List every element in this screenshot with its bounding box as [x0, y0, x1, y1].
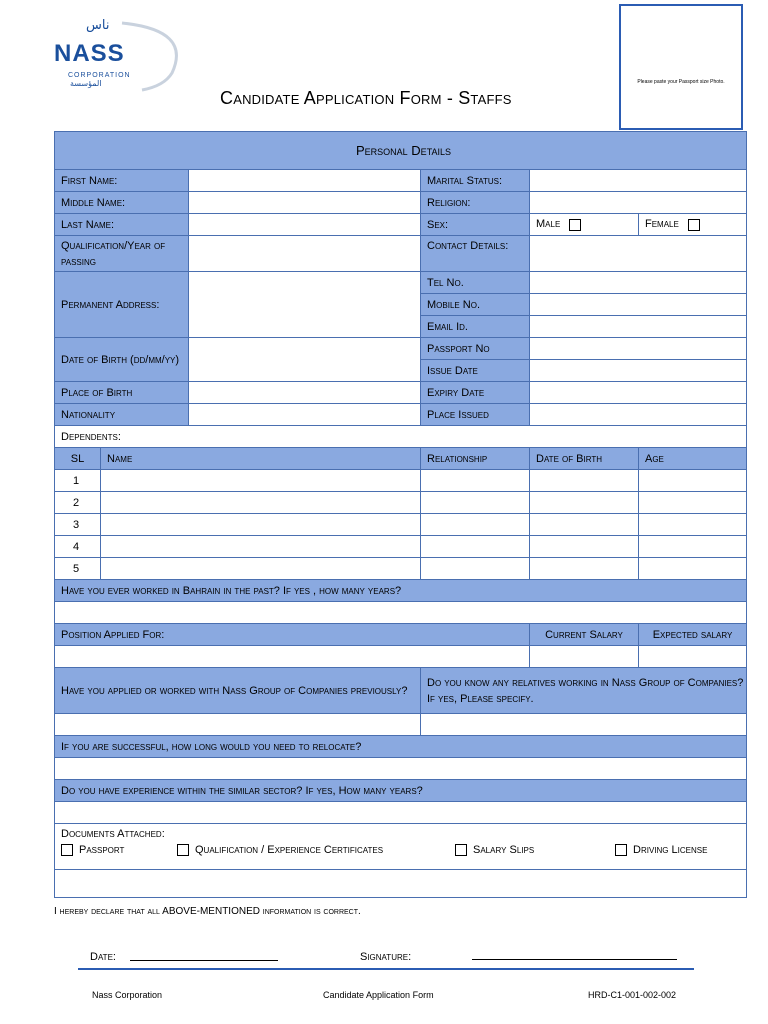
dependent-name-input[interactable] [101, 558, 421, 580]
input-qualification[interactable] [189, 236, 421, 272]
doc-passport-label: Passport [79, 844, 125, 856]
label-last-name: Last Name: [55, 214, 189, 236]
input-middle-name[interactable] [189, 192, 421, 214]
doc-salary-slips-checkbox[interactable] [455, 844, 467, 856]
photo-box[interactable] [619, 4, 743, 130]
dependent-age-input[interactable] [639, 514, 747, 536]
dependent-row [55, 536, 747, 558]
dependent-dob-input[interactable] [530, 470, 639, 492]
doc-driving-license-checkbox[interactable] [615, 844, 627, 856]
dependent-row [55, 492, 747, 514]
logo-corporation: CORPORATION [68, 72, 131, 79]
documents-options [55, 844, 746, 862]
declaration-text: I hereby declare that all ABOVE-MENTIONED information is correct. [54, 906, 361, 917]
dependent-relationship-input[interactable] [421, 470, 530, 492]
dependent-relationship-input[interactable] [421, 514, 530, 536]
label-permanent-address: Permanent Address: [55, 272, 189, 338]
sex-female-option[interactable] [639, 214, 747, 236]
dependent-age-input[interactable] [639, 492, 747, 514]
label-email: Email Id. [421, 316, 530, 338]
input-current-salary[interactable] [530, 646, 639, 668]
documents-notes-input[interactable] [55, 870, 747, 898]
label-expected-salary: Expected salary [639, 624, 747, 646]
label-expiry-date: Expiry Date [421, 382, 530, 404]
label-qualification: Qualification/Year of passing [55, 236, 189, 272]
answer-applied-nass[interactable] [55, 714, 421, 736]
question-relocate: If you are successful, how long would you need to relocate? [55, 736, 747, 758]
logo-arabic-name: ناس [86, 18, 110, 33]
female-label: Female [645, 218, 679, 231]
doc-passport-checkbox[interactable] [61, 844, 73, 856]
label-passport-no: Passport No [421, 338, 530, 360]
answer-relatives[interactable] [421, 714, 747, 736]
label-position-applied: Position Applied For: [55, 624, 530, 646]
label-dob: Date of Birth (dd/mm/yy) [55, 338, 189, 382]
female-checkbox[interactable] [688, 219, 700, 231]
input-tel[interactable] [530, 272, 747, 294]
dependent-row [55, 514, 747, 536]
dependent-sl: 4 [55, 536, 101, 558]
dependent-sl: 2 [55, 492, 101, 514]
application-form-table [54, 131, 747, 898]
footer-divider [78, 968, 694, 970]
answer-relocate[interactable] [55, 758, 747, 780]
doc-salary-slips-label: Salary Slips [473, 844, 535, 856]
input-place-of-birth[interactable] [189, 382, 421, 404]
doc-certificates-option[interactable] [177, 844, 383, 856]
label-first-name: First Name: [55, 170, 189, 192]
signature-line[interactable] [472, 959, 677, 960]
question-experience: Do you have experience within the similar sector? If yes, How many years? [55, 780, 747, 802]
dependent-age-input[interactable] [639, 558, 747, 580]
question-bahrain: Have you ever worked in Bahrain in the past? If yes , how many years? [55, 580, 747, 602]
input-email[interactable] [530, 316, 747, 338]
dependents-header-name: Name [101, 448, 421, 470]
doc-salary-slips-option[interactable] [455, 844, 534, 856]
label-place-of-birth: Place of Birth [55, 382, 189, 404]
dependent-name-input[interactable] [101, 536, 421, 558]
input-expiry-date[interactable] [530, 382, 747, 404]
input-place-issued[interactable] [530, 404, 747, 426]
dependent-name-input[interactable] [101, 492, 421, 514]
input-nationality[interactable] [189, 404, 421, 426]
label-sex: Sex: [421, 214, 530, 236]
question-relatives: Do you know any relatives working in Nass Group of Companies? If yes, Please specify. [421, 668, 747, 714]
footer-form-name: Candidate Application Form [323, 990, 434, 1000]
dependents-header-age: Age [639, 448, 747, 470]
answer-experience[interactable] [55, 802, 747, 824]
dependents-header-relationship: Relationship [421, 448, 530, 470]
dependents-header-dob: Date of Birth [530, 448, 639, 470]
dependent-relationship-input[interactable] [421, 558, 530, 580]
dependent-dob-input[interactable] [530, 536, 639, 558]
doc-passport-option[interactable] [61, 844, 124, 856]
doc-certificates-label: Qualification / Experience Certificates [195, 844, 384, 856]
dependent-name-input[interactable] [101, 470, 421, 492]
signature-label: Signature: [360, 951, 412, 963]
input-issue-date[interactable] [530, 360, 747, 382]
section-personal-details: Personal Details [55, 132, 747, 170]
dependent-dob-input[interactable] [530, 514, 639, 536]
dependent-row [55, 558, 747, 580]
doc-driving-license-option[interactable] [615, 844, 707, 856]
male-label: Male [536, 218, 561, 231]
date-label: Date: [90, 951, 116, 963]
input-first-name[interactable] [189, 170, 421, 192]
dependent-sl: 5 [55, 558, 101, 580]
dependent-relationship-input[interactable] [421, 492, 530, 514]
input-dob[interactable] [189, 338, 421, 382]
dependent-sl: 3 [55, 514, 101, 536]
label-issue-date: Issue Date [421, 360, 530, 382]
male-checkbox[interactable] [569, 219, 581, 231]
input-religion[interactable] [530, 192, 747, 214]
dependent-dob-input[interactable] [530, 492, 639, 514]
label-current-salary: Current Salary [530, 624, 639, 646]
label-nationality: Nationality [55, 404, 189, 426]
footer-company: Nass Corporation [92, 990, 163, 1000]
label-middle-name: Middle Name: [55, 192, 189, 214]
footer-document-code: HRD-C1-001-002-002 [588, 990, 677, 1000]
sex-male-option[interactable] [530, 214, 639, 236]
dependent-relationship-input[interactable] [421, 536, 530, 558]
input-marital-status[interactable] [530, 170, 747, 192]
label-tel: Tel No. [421, 272, 530, 294]
dependents-header-sl: SL [55, 448, 101, 470]
input-mobile[interactable] [530, 294, 747, 316]
label-marital-status: Marital Status: [421, 170, 530, 192]
input-last-name[interactable] [189, 214, 421, 236]
label-mobile: Mobile No. [421, 294, 530, 316]
logo-arabic-corporation: المؤسسة [70, 79, 102, 88]
documents-title: Documents Attached: [61, 828, 165, 840]
input-position-applied[interactable] [55, 646, 530, 668]
label-religion: Religion: [421, 192, 530, 214]
label-contact-details: Contact Details: [421, 236, 530, 272]
company-logo [52, 18, 182, 93]
answer-bahrain[interactable] [55, 602, 747, 624]
documents-attached [55, 824, 747, 870]
photo-instruction: Please paste your Passport size Photo. [637, 79, 725, 85]
doc-certificates-checkbox[interactable] [177, 844, 189, 856]
input-permanent-address[interactable] [189, 272, 421, 338]
dependent-row [55, 470, 747, 492]
dependents-title: Dependents: [55, 426, 747, 448]
doc-driving-license-label: Driving License [633, 844, 708, 856]
dependent-dob-input[interactable] [530, 558, 639, 580]
dependent-age-input[interactable] [639, 470, 747, 492]
input-expected-salary[interactable] [639, 646, 747, 668]
dependent-age-input[interactable] [639, 536, 747, 558]
dependent-name-input[interactable] [101, 514, 421, 536]
input-contact-details[interactable] [530, 236, 747, 272]
date-line[interactable] [130, 960, 278, 961]
logo-name: NASS [54, 40, 125, 67]
form-title: Candidate Application Form - Staffs [220, 88, 512, 108]
label-place-issued: Place Issued [421, 404, 530, 426]
input-passport-no[interactable] [530, 338, 747, 360]
dependent-sl: 1 [55, 470, 101, 492]
question-applied-nass: Have you applied or worked with Nass Group of Companies previously? [55, 668, 421, 714]
